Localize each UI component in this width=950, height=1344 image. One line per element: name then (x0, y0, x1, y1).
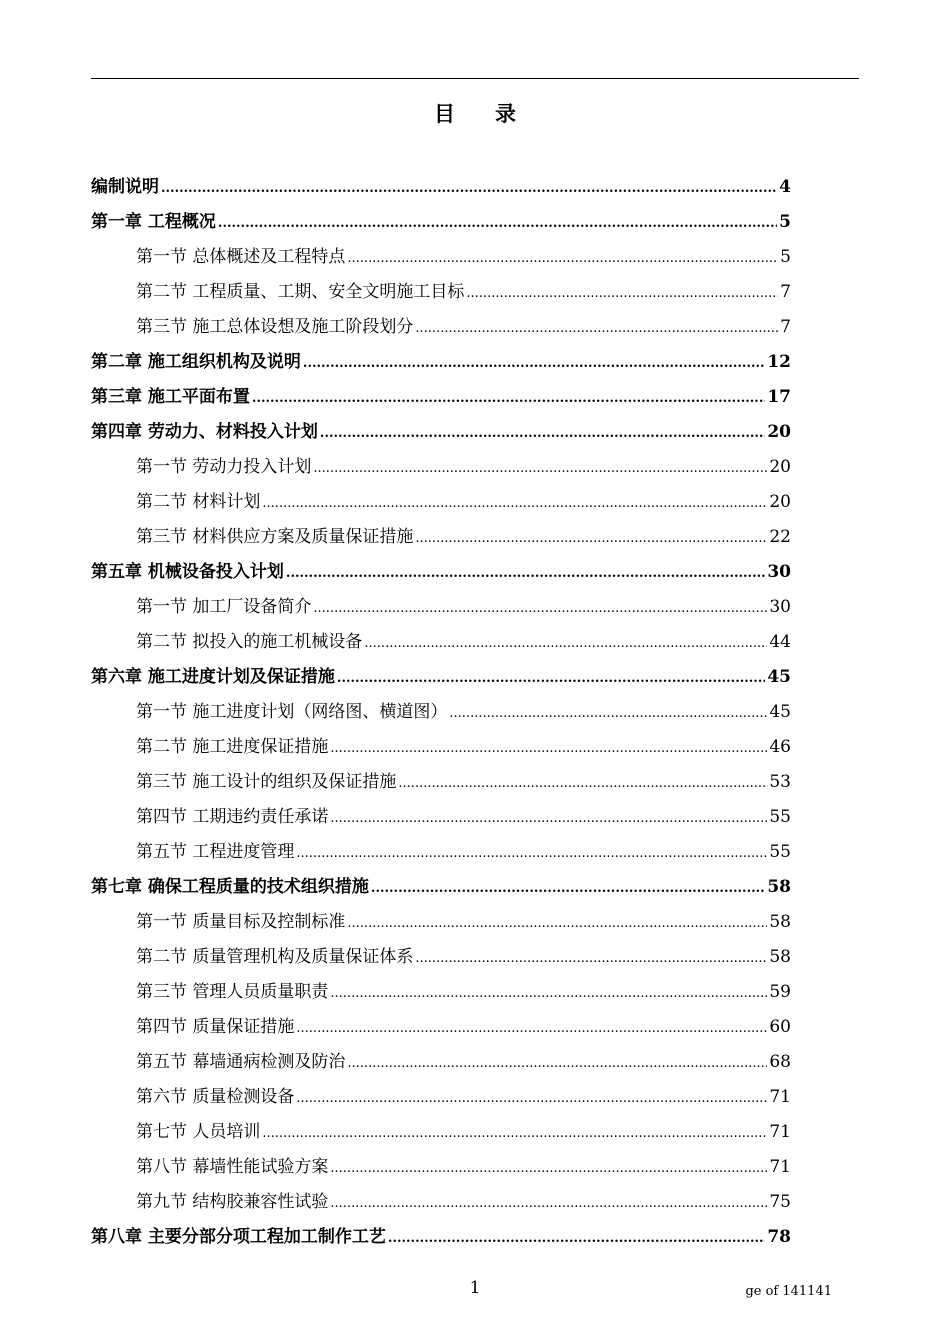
toc-section-entry[interactable] (91, 1080, 791, 1115)
toc-entry-label: 第五章 机械设备投入计划 (91, 562, 284, 582)
toc-section-entry[interactable] (91, 905, 791, 940)
toc-entry-label: 第七节 人员培训 (136, 1122, 261, 1142)
toc-section-entry[interactable] (91, 240, 791, 275)
toc-section-entry[interactable] (91, 485, 791, 520)
toc-entry-page: 58 (767, 877, 791, 897)
toc-entry-page: 12 (767, 352, 791, 372)
toc-entry-label: 第三节 施工设计的组织及保证措施 (136, 772, 397, 792)
toc-entry-label: 第二节 质量管理机构及质量保证体系 (136, 947, 414, 967)
toc-leader-dots (330, 801, 767, 836)
toc-leader-dots (296, 1011, 767, 1046)
toc-title (0, 98, 950, 128)
footer-page-total: ge of 141141 (745, 1284, 832, 1299)
toc-entry-label: 第八章 主要分部分项工程加工制作工艺 (91, 1227, 386, 1247)
toc-leader-dots (415, 311, 778, 346)
toc-entry-page: 60 (769, 1017, 791, 1037)
toc-leader-dots (371, 871, 765, 906)
toc-entry-page: 5 (780, 247, 791, 267)
toc-chapter-entry[interactable] (91, 205, 791, 240)
toc-section-entry[interactable] (91, 975, 791, 1010)
toc-leader-dots (218, 206, 777, 241)
toc-leader-dots (364, 626, 767, 661)
toc-section-entry[interactable] (91, 1115, 791, 1150)
toc-entry-page: 71 (769, 1122, 791, 1142)
toc-section-entry[interactable] (91, 1185, 791, 1220)
toc-section-entry[interactable] (91, 590, 791, 625)
toc-leader-dots (296, 1081, 767, 1116)
toc-entry-page: 45 (769, 702, 791, 722)
toc-entry-label: 第四节 质量保证措施 (136, 1017, 295, 1037)
toc-title-part1: 目 (434, 101, 455, 126)
toc-section-entry[interactable] (91, 520, 791, 555)
toc-leader-dots (466, 276, 778, 311)
toc-leader-dots (330, 1151, 767, 1186)
toc-leader-dots (262, 1116, 767, 1151)
toc-entry-page: 7 (780, 282, 791, 302)
toc-entry-page: 55 (769, 842, 791, 862)
toc-entry-label: 第一章 工程概况 (91, 212, 216, 232)
toc-leader-dots (337, 661, 765, 696)
toc-leader-dots (320, 416, 765, 451)
toc-entry-label: 第四章 劳动力、材料投入计划 (91, 422, 318, 442)
toc-leader-dots (330, 731, 767, 766)
toc-chapter-entry[interactable] (91, 380, 791, 415)
toc-entry-label: 第三章 施工平面布置 (91, 387, 250, 407)
toc-entry-label: 第一节 劳动力投入计划 (136, 457, 312, 477)
toc-leader-dots (313, 591, 767, 626)
toc-entry-page: 20 (767, 422, 791, 442)
toc-entry-label: 第二节 工程质量、工期、安全文明施工目标 (136, 282, 465, 302)
toc-entry-label: 第三节 管理人员质量职责 (136, 982, 329, 1002)
toc-section-entry[interactable] (91, 450, 791, 485)
toc-chapter-entry[interactable] (91, 415, 791, 450)
toc-entry-page: 58 (769, 912, 791, 932)
toc-chapter-entry[interactable] (91, 870, 791, 905)
toc-section-entry[interactable] (91, 625, 791, 660)
toc-leader-dots (286, 556, 765, 591)
toc-entry-page: 20 (769, 492, 791, 512)
toc-section-entry[interactable] (91, 765, 791, 800)
footer-page-number: 1 (469, 1278, 481, 1298)
toc-entry-page: 71 (769, 1157, 791, 1177)
toc-entry-page: 58 (769, 947, 791, 967)
toc-entry-page: 44 (769, 632, 791, 652)
toc-entry-page: 45 (767, 667, 791, 687)
toc-leader-dots (252, 381, 765, 416)
toc-leader-dots (415, 941, 767, 976)
toc-entry-label: 第一节 总体概述及工程特点 (136, 247, 346, 267)
toc-section-entry[interactable] (91, 275, 791, 310)
toc-section-entry[interactable] (91, 310, 791, 345)
toc-entry-page: 4 (779, 177, 791, 197)
toc-leader-dots (262, 486, 767, 521)
toc-section-entry[interactable] (91, 1045, 791, 1080)
toc-chapter-entry[interactable] (91, 170, 791, 205)
toc-entry-page: 53 (769, 772, 791, 792)
toc-leader-dots (161, 171, 777, 206)
toc-section-entry[interactable] (91, 1150, 791, 1185)
toc-entry-label: 第二节 拟投入的施工机械设备 (136, 632, 363, 652)
toc-entry-label: 第三节 材料供应方案及质量保证措施 (136, 527, 414, 547)
toc-leader-dots (330, 1186, 767, 1221)
toc-entry-page: 71 (769, 1087, 791, 1107)
toc-entry-label: 第六章 施工进度计划及保证措施 (91, 667, 335, 687)
toc-entry-label: 第一节 加工厂设备简介 (136, 597, 312, 617)
toc-entry-label: 第一节 施工进度计划（网络图、横道图） (136, 702, 448, 722)
toc-entry-label: 第七章 确保工程质量的技术组织措施 (91, 877, 369, 897)
toc-section-entry[interactable] (91, 940, 791, 975)
toc-leader-dots (303, 346, 765, 381)
toc-entry-label: 第二节 施工进度保证措施 (136, 737, 329, 757)
toc-leader-dots (296, 836, 767, 871)
toc-entry-label: 第五节 工程进度管理 (136, 842, 295, 862)
toc-entry-label: 编制说明 (91, 177, 159, 197)
toc-title-part2: 录 (495, 101, 516, 126)
toc-leader-dots (449, 696, 767, 731)
toc-entry-page: 22 (769, 527, 791, 547)
toc-entry-page: 7 (780, 317, 791, 337)
toc-entry-page: 5 (779, 212, 791, 232)
toc-entry-label: 第二章 施工组织机构及说明 (91, 352, 301, 372)
toc-entry-label: 第八节 幕墙性能试验方案 (136, 1157, 329, 1177)
toc-leader-dots (313, 451, 767, 486)
toc-entry-page: 46 (769, 737, 791, 757)
toc-leader-dots (415, 521, 767, 556)
toc-leader-dots (347, 1046, 767, 1081)
toc-entry-page: 17 (767, 387, 791, 407)
toc-section-entry[interactable] (91, 835, 791, 870)
toc-entry-label: 第四节 工期违约责任承诺 (136, 807, 329, 827)
toc-section-entry[interactable] (91, 1010, 791, 1045)
toc-section-entry[interactable] (91, 730, 791, 765)
table-of-contents (91, 170, 791, 1255)
toc-chapter-entry[interactable] (91, 1220, 791, 1255)
toc-leader-dots (330, 976, 767, 1011)
toc-section-entry[interactable] (91, 800, 791, 835)
toc-leader-dots (398, 766, 767, 801)
toc-entry-page: 68 (769, 1052, 791, 1072)
toc-leader-dots (388, 1221, 765, 1256)
toc-entry-label: 第九节 结构胶兼容性试验 (136, 1192, 329, 1212)
toc-leader-dots (347, 241, 778, 276)
toc-entry-label: 第一节 质量目标及控制标准 (136, 912, 346, 932)
toc-entry-page: 59 (769, 982, 791, 1002)
toc-entry-label: 第三节 施工总体设想及施工阶段划分 (136, 317, 414, 337)
toc-chapter-entry[interactable] (91, 555, 791, 590)
toc-entry-label: 第六节 质量检测设备 (136, 1087, 295, 1107)
toc-entry-page: 55 (769, 807, 791, 827)
toc-entry-page: 30 (767, 562, 791, 582)
toc-chapter-entry[interactable] (91, 660, 791, 695)
toc-entry-page: 30 (769, 597, 791, 617)
toc-entry-label: 第五节 幕墙通病检测及防治 (136, 1052, 346, 1072)
toc-entry-label: 第二节 材料计划 (136, 492, 261, 512)
toc-entry-page: 20 (769, 457, 791, 477)
toc-chapter-entry[interactable] (91, 345, 791, 380)
header-rule (91, 78, 859, 79)
toc-entry-page: 78 (767, 1227, 791, 1247)
toc-section-entry[interactable] (91, 695, 791, 730)
toc-entry-page: 75 (769, 1192, 791, 1212)
toc-leader-dots (347, 906, 767, 941)
